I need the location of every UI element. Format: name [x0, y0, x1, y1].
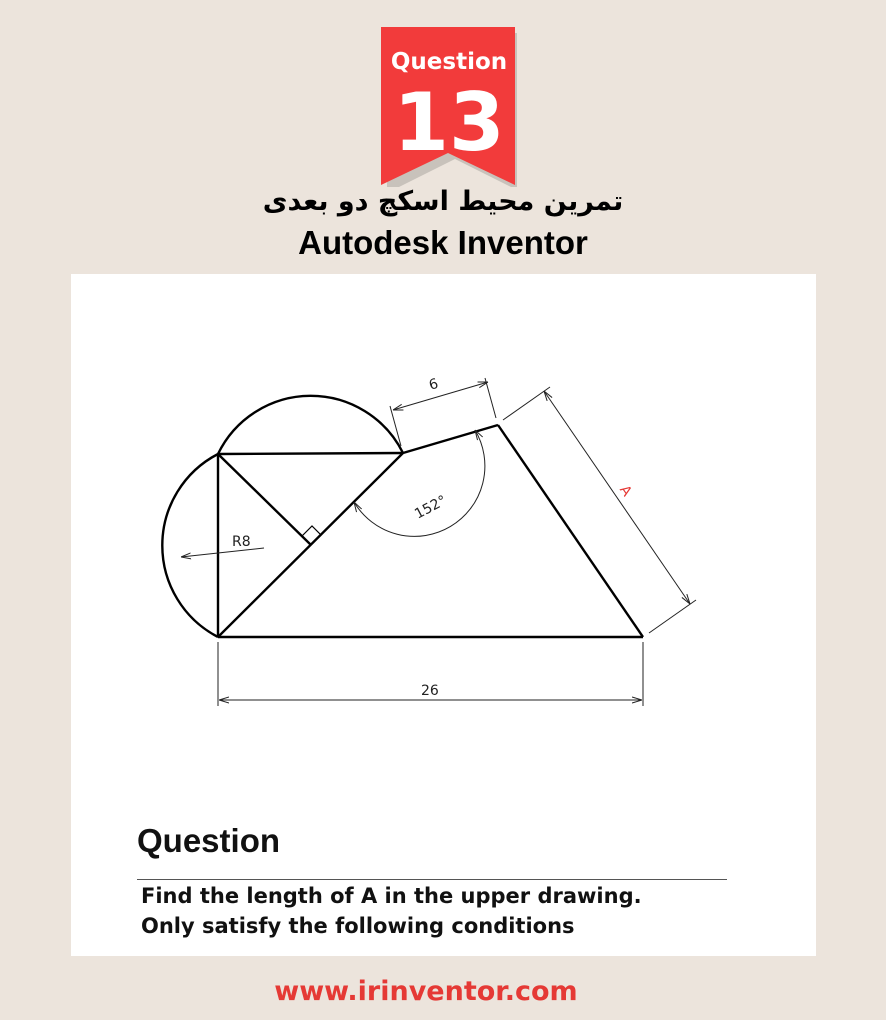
dim-bottom-label: 26	[421, 683, 439, 699]
dim-line-radius	[181, 548, 264, 557]
top-edge	[218, 453, 403, 454]
question-card	[71, 274, 816, 956]
technical-drawing	[71, 274, 816, 794]
subtitle-persian: تمرین محیط اسکچ دو بعدی	[262, 186, 624, 217]
badge-label: Question	[390, 49, 508, 75]
ext-line-slant-top	[503, 387, 550, 420]
shape-outline	[162, 396, 643, 637]
ext-line-slant-bottom	[649, 600, 696, 633]
ext-line-top-right	[485, 378, 496, 418]
dim-slant-label: A	[616, 482, 635, 500]
question-line-2: Only satisfy the following conditions	[141, 914, 575, 938]
subtitle-english: Autodesk Inventor	[298, 224, 588, 261]
website-link[interactable]: www.irinventor.com	[274, 976, 578, 1007]
question-line-1: Find the length of A in the upper drawing.	[141, 884, 642, 908]
slant-edge	[498, 425, 643, 637]
dim-top-label: 6	[427, 375, 441, 394]
question-badge	[381, 27, 517, 187]
dim-line-slant	[544, 391, 690, 604]
short-edge	[403, 425, 498, 453]
top-arc	[218, 396, 403, 454]
dim-angle-label: 152°	[412, 492, 450, 523]
question-divider	[137, 879, 727, 880]
right-angle-marker	[302, 526, 321, 545]
perpendicular-line	[218, 454, 311, 545]
badge-number: 13	[393, 76, 505, 169]
dim-line-top	[393, 382, 488, 410]
dim-radius-label: R8	[232, 534, 251, 550]
left-arc	[162, 454, 218, 637]
question-heading: Question	[137, 822, 281, 859]
dimensions	[181, 375, 696, 706]
